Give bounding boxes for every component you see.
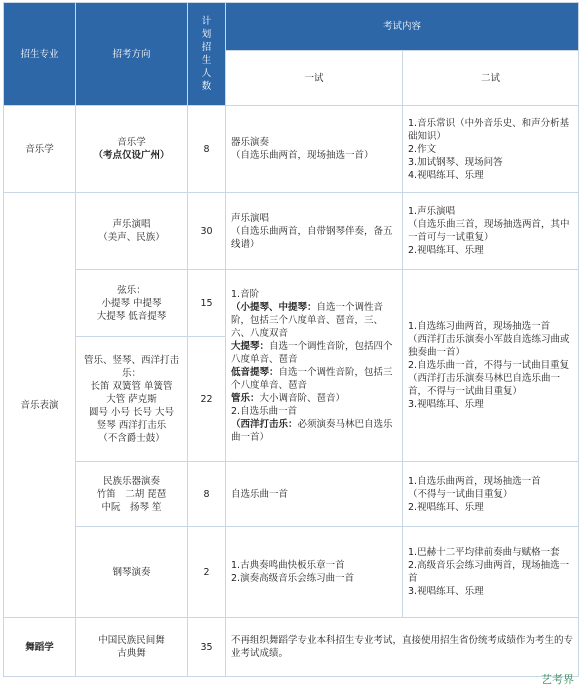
count-cell: 2 — [188, 527, 226, 618]
count-cell: 8 — [188, 106, 226, 193]
round1-cell: 1.音阶 （小提琴、中提琴：自选一个调性音阶，包括三个八度单音、琶音，三、六、八度双音 大提琴：自选一个调性音阶，包括四个八度单音、琶音 低音提琴：自选一个调性音阶，包括三个八度单音、琶音 管乐：大小调音阶、琶音） 2.自选乐曲一首 （西洋打击乐：必须演奏马林巴自选乐曲一首） — [226, 270, 403, 462]
table-row — [4, 462, 579, 527]
direction-cell: 弦乐： 小提琴 中提琴 大提琴 低音提琴 — [76, 270, 188, 337]
admission-table — [3, 2, 579, 677]
round2-cell: 1.音乐常识（中外音乐史、和声分析基础知识） 2.作文 3.加试钢琴、现场问答 4.视唱练耳、乐理 — [403, 106, 579, 193]
count-cell: 30 — [188, 193, 226, 270]
table-row — [4, 106, 579, 193]
header-count: 计划招生人数 — [188, 3, 226, 106]
major-cell: 音乐学 — [4, 106, 76, 193]
count-cell: 8 — [188, 462, 226, 527]
round2-cell: 1.巴赫十二平均律前奏曲与赋格一套 2.高级音乐会练习曲两首，现场抽选一首 3.视唱练耳、乐理 — [403, 527, 579, 618]
direction-cell: 钢琴演奏 — [76, 527, 188, 618]
count-cell: 22 — [188, 337, 226, 462]
major-cell: 音乐表演 — [4, 193, 76, 618]
round2-cell: 1.声乐演唱 （自选乐曲三首，现场抽选两首，其中一首可与一试重复） 2.视唱练耳、乐理 — [403, 193, 579, 270]
dance-content-cell: 不再组织舞蹈学专业本科招生专业考试，直接使用招生省份统考成绩作为考生的专业考试成绩。 — [226, 618, 579, 677]
round2-cell: 1.自选练习曲两首，现场抽选一首 （西洋打击乐演奏小军鼓自选练习曲或独奏曲一首） 2.自选乐曲一首，不得与一试曲目重复（西洋打击乐演奏马林巴自选乐曲一首，不得与一试曲目重复） 3.视唱练耳、乐理 — [403, 270, 579, 462]
table-row — [4, 270, 579, 337]
header-exam: 考试内容 — [226, 3, 579, 51]
header-round1: 一试 — [226, 51, 403, 106]
round2-cell: 1.自选乐曲两首，现场抽选一首 （不得与一试曲目重复） 2.视唱练耳、乐理 — [403, 462, 579, 527]
round1-cell: 器乐演奏 （自选乐曲两首，现场抽选一首） — [226, 106, 403, 193]
watermark-logo: 艺考界 — [541, 673, 574, 686]
count-cell: 15 — [188, 270, 226, 337]
count-cell: 35 — [188, 618, 226, 677]
round1-cell: 自选乐曲一首 — [226, 462, 403, 527]
direction-cell: 管乐、竖琴、西洋打击乐： 长笛 双簧管 单簧管 大管 萨克斯 圆号 小号 长号 大号 竖琴 西洋打击乐 （不含爵士鼓） — [76, 337, 188, 462]
direction-cell: 中国民族民间舞 古典舞 — [76, 618, 188, 677]
table-row — [4, 193, 579, 270]
direction-cell: 民族乐器演奏 竹笛 二胡 琵琶 中阮 扬琴 笙 — [76, 462, 188, 527]
major-cell: 舞蹈学 — [4, 618, 76, 677]
round1-cell: 声乐演唱 （自选乐曲两首，自带钢琴伴奏，备五线谱） — [226, 193, 403, 270]
table-row — [4, 618, 579, 677]
header-major: 招生专业 — [4, 3, 76, 106]
direction-cell: 音乐学 （考点仅设广州） — [76, 106, 188, 193]
header-round2: 二试 — [403, 51, 579, 106]
direction-cell: 声乐演唱 （美声、民族） — [76, 193, 188, 270]
round1-cell: 1.古典奏鸣曲快板乐章一首 2.演奏高级音乐会练习曲一首 — [226, 527, 403, 618]
table-row — [4, 527, 579, 618]
header-direction: 招考方向 — [76, 3, 188, 106]
